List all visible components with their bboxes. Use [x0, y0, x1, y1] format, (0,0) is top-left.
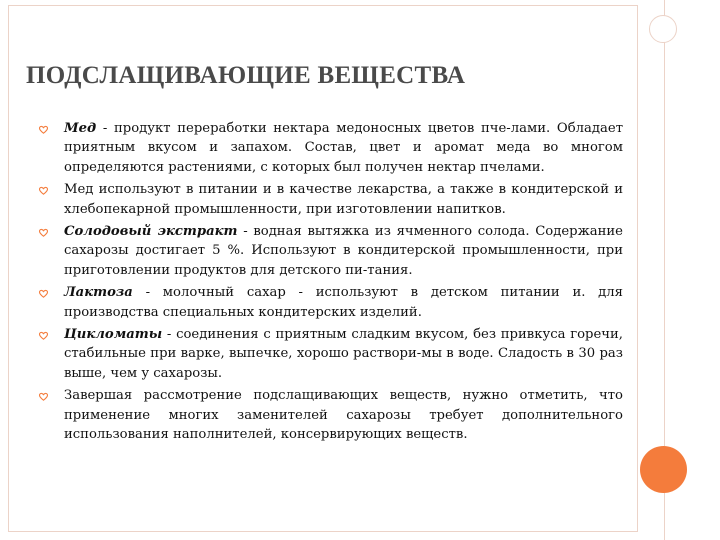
term-description: - соединения с приятным сладким вкусом, без привкуса горечи, стабильные при варке, выпечке, хорошо раствори-мы в воде. Сладость в 30 раз выше, чем у сахарозы. [64, 327, 623, 381]
bullet-icon [38, 288, 49, 299]
term-description: Мед используют в питании и в качестве лекарства, а также в кондитерской и хлебопекарной промышленности, при изготовлении напитков. [64, 182, 623, 217]
term-description: - молочный сахар - используют в детском питании и. для производства специальных кондитерских изделий. [64, 285, 623, 320]
list-item [38, 119, 623, 177]
list-item-text [64, 119, 623, 177]
bullet-icon [38, 185, 49, 196]
list-item-text [64, 283, 623, 322]
list-item [38, 222, 623, 280]
list-item-text [64, 386, 623, 444]
decor-circle-small [649, 15, 677, 43]
term-description: - водная вытяжка из ячменного солода. Содержание сахарозы достигает 5 %. Используют в кондитерской промышленности, при приготовлении продуктов для детского пи-тания. [64, 224, 623, 278]
decor-circle-orange [640, 446, 687, 493]
term-label: Лактоза [64, 285, 133, 301]
slide-title: ПОДСЛАЩИВАЮЩИЕ ВЕЩЕСТВА [26, 62, 466, 89]
bullet-icon [38, 227, 49, 238]
bullet-icon [38, 330, 49, 341]
bullet-icon [38, 124, 49, 135]
list-item-text [64, 325, 623, 383]
term-label: Мед [64, 121, 97, 136]
list-item [38, 180, 623, 219]
list-item [38, 325, 623, 383]
list-item-text [64, 222, 623, 280]
term-label: Солодовый экстракт [64, 224, 238, 240]
list-item-text [64, 180, 623, 219]
term-description: - продукт переработки нектара медоносных цветов пче-лами. Обладает приятным вкусом и запахом. Состав, цвет и аромат меда во многом определяются растениями, с которых был получен нектар пчелами. [64, 121, 623, 175]
list-item [38, 386, 623, 444]
bullet-icon [38, 391, 49, 402]
list-item [38, 283, 623, 322]
term-description: Завершая рассмотрение подслащивающих веществ, нужно отметить, что применение многих заменителей сахарозы требует дополнительного использования наполнителей, консервирующих веществ. [64, 388, 623, 443]
term-label: Цикломаты [64, 327, 163, 343]
bullet-list [38, 119, 623, 448]
